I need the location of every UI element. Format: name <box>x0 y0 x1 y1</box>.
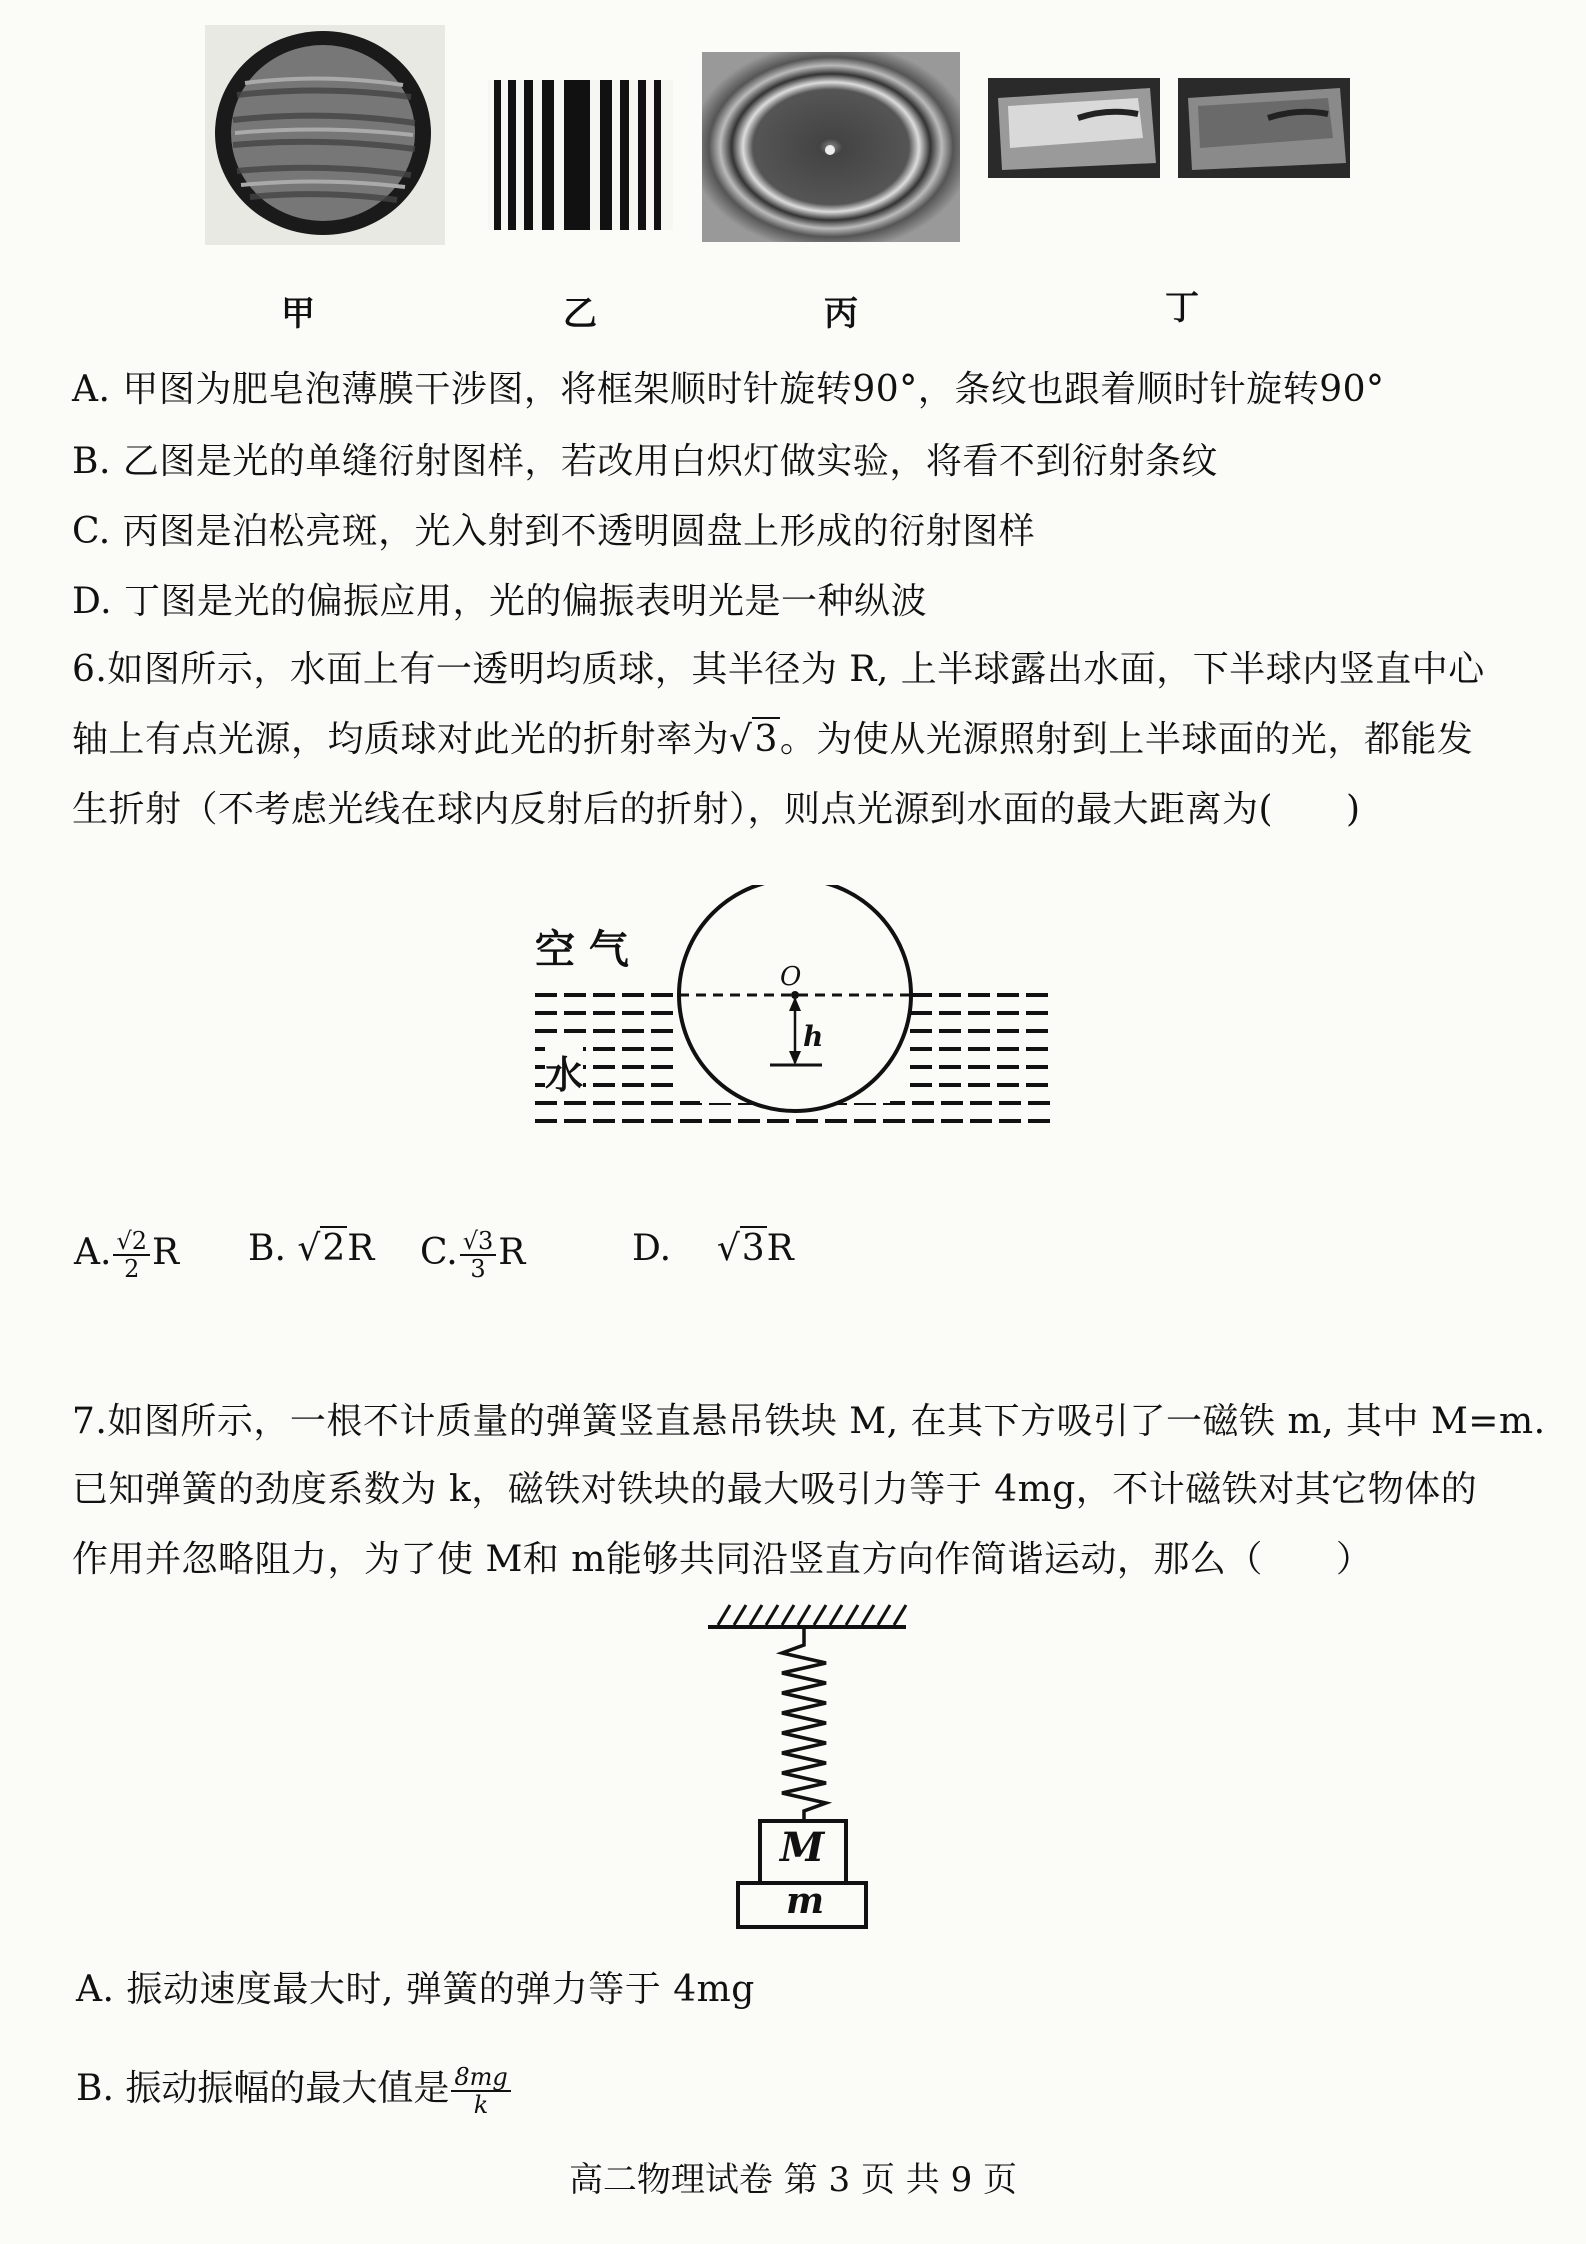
center-o-label: O <box>780 962 802 992</box>
q6-option-a: A. $\frac{√2}{2}$ R <box>74 1227 180 1283</box>
q7-stem-line1: 7.如图所示，一根不计质量的弹簧竖直悬吊铁块 M, 在其下方吸引了一磁铁 m, 其中 M=m. <box>72 1401 1546 1442</box>
figure-label-bing: 丙 <box>824 294 858 334</box>
q7-option-b: B. 振动振幅的最大值是 $\frac{8mg}{k}$ <box>76 2060 513 2118</box>
q7-stem-line2: 已知弹簧的劲度系数为 k，磁铁对铁块的最大吸引力等于 4mg，不计磁铁对其它物体的 <box>72 1469 1478 1510</box>
air-label: 空 气 <box>535 927 629 973</box>
page-footer: 高二物理试卷 第 3 页 共 9 页 <box>568 2160 1018 2200</box>
mass-m-label: m <box>786 1880 825 1922</box>
polarized-photo-right <box>1178 78 1350 178</box>
poisson-spot-image <box>702 52 960 242</box>
polarized-photo-left <box>988 78 1160 178</box>
figure-label-yi: 乙 <box>563 294 597 334</box>
q5-option-d: D. 丁图是光的偏振应用，光的偏振表明光是一种纵波 <box>72 581 927 622</box>
q6-option-d: D. √3R <box>632 1228 794 1269</box>
q6-stem-line1: 6.如图所示，水面上有一透明均质球，其半径为 R, 上半球露出水面，下半球内竖直中心 <box>72 649 1485 690</box>
q5-option-b: B. 乙图是光的单缝衍射图样，若改用白炽灯做实验，将看不到衍射条纹 <box>72 441 1218 482</box>
q6-stem-line2-a: 轴上有点光源，均质球对此光的折射率为 <box>72 719 730 760</box>
sqrt-radicand: 3 <box>754 719 778 760</box>
diffraction-bars-image <box>488 80 673 230</box>
q6-stem-line2 <box>72 716 1473 764</box>
q6-option-c: C. $\frac{√3}{3}$ R <box>420 1227 526 1283</box>
q7-option-a: A. 振动速度最大时, 弹簧的弹力等于 4mg <box>76 1969 755 2010</box>
soap-film-image <box>205 25 445 245</box>
q6-stem-line3: 生折射（不考虑光线在球内反射后的折射），则点光源到水面的最大距离为( ) <box>72 789 1361 830</box>
water-label: 水 <box>545 1044 583 1099</box>
q6-stem-line2-b: 。为使从光源照射到上半球面的光，都能发 <box>779 719 1474 760</box>
q5-option-a: A. 甲图为肥皂泡薄膜干涉图，将框架顺时针旋转90°，条纹也跟着顺时针旋转90° <box>72 369 1385 410</box>
figure-label-jia: 甲 <box>281 294 315 334</box>
q5-option-c: C. 丙图是泊松亮斑，光入射到不透明圆盘上形成的衍射图样 <box>72 511 1036 552</box>
q7-stem-line3: 作用并忽略阻力，为了使 M和 m能够共同沿竖直方向作简谐运动，那么（ ） <box>72 1539 1373 1580</box>
sqrt-expression: √3 <box>729 719 778 760</box>
figure-label-ding: 丁 <box>1165 288 1199 328</box>
h-label: h <box>803 1020 824 1053</box>
mass-M-label: M <box>780 1824 825 1871</box>
q6-option-b: B. √2R <box>248 1228 375 1269</box>
